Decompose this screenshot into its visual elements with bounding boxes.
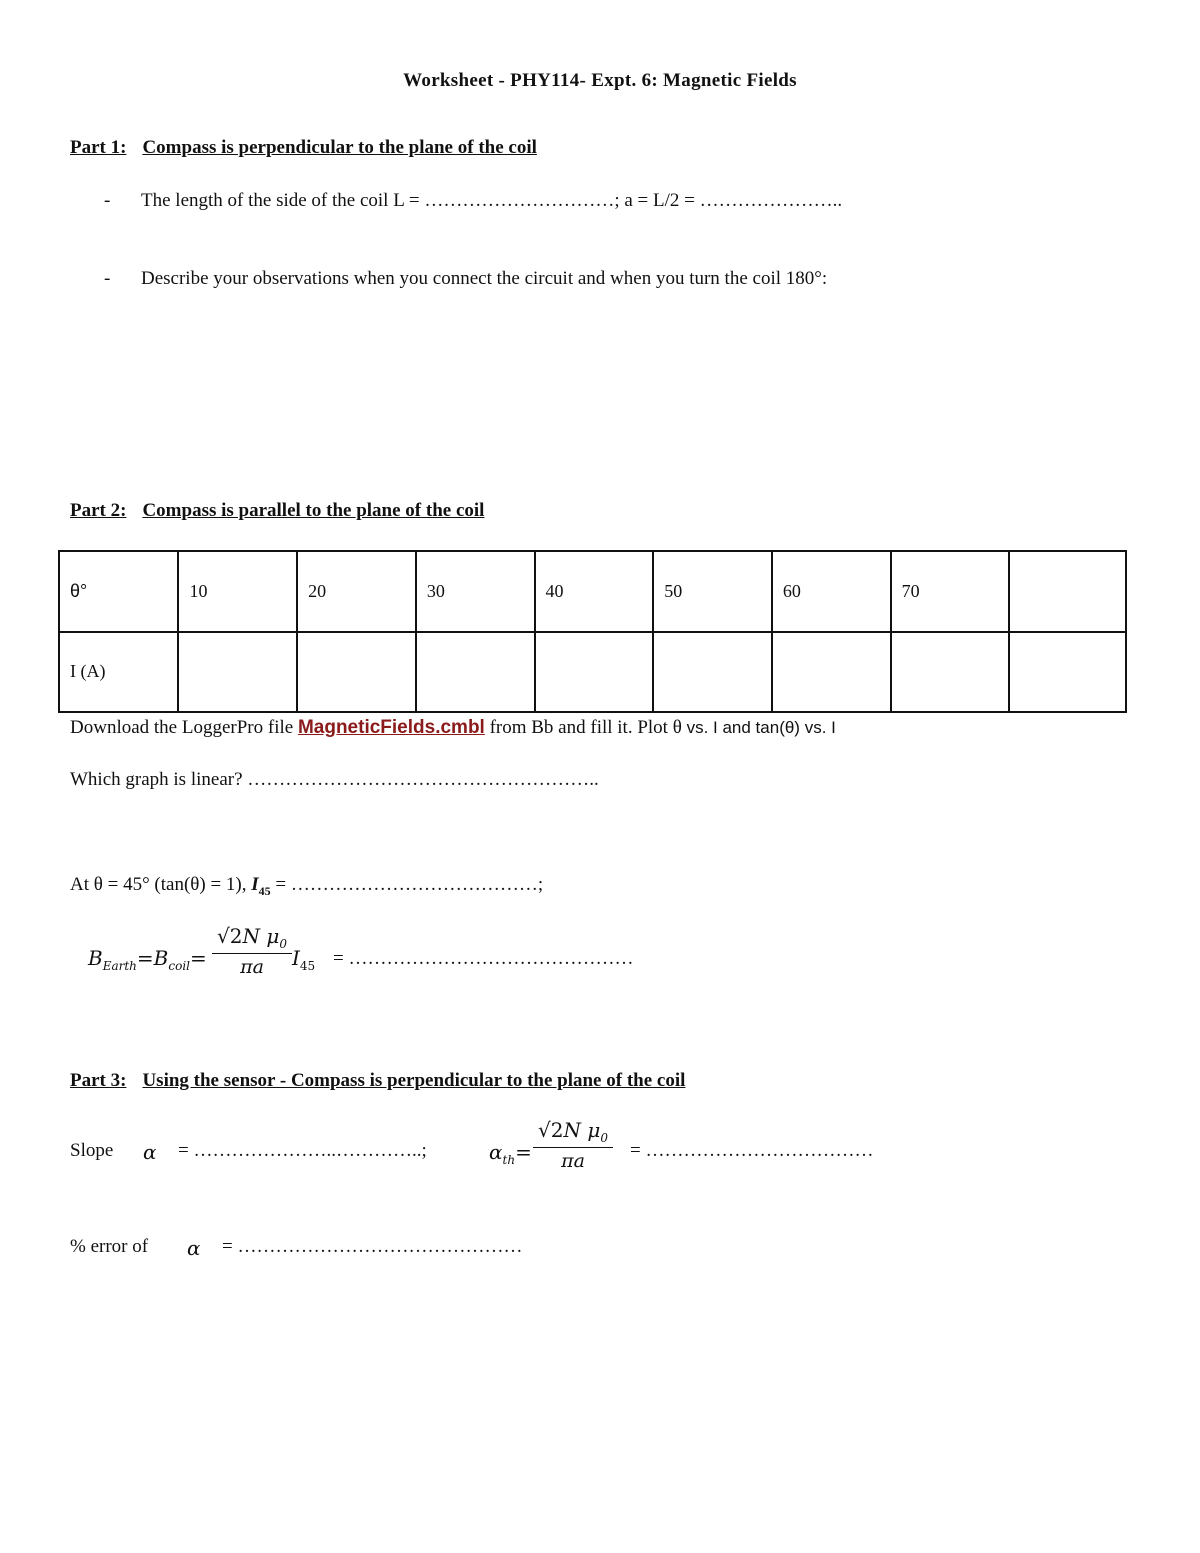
b-coil-subscript: coil: [168, 959, 190, 973]
b-coil-symbol: =B: [136, 946, 169, 970]
part1-heading-text: Compass is perpendicular to the plane of the coil: [142, 137, 537, 158]
alpha-th-subscript: th: [502, 1153, 516, 1167]
page-title: Worksheet - PHY114- Expt. 6: Magnetic Fields: [403, 70, 797, 91]
sqrt-two: √2: [538, 1118, 564, 1142]
loggerpro-file-link[interactable]: MagneticFields.cmbl: [297, 717, 485, 738]
table-cell[interactable]: [653, 632, 772, 713]
i-symbol: I: [292, 946, 300, 970]
table-row-theta: [59, 551, 1126, 632]
i-subscript: 45: [299, 959, 316, 973]
part1-item2-bullet: -: [104, 268, 111, 289]
data-table: [58, 550, 1127, 713]
part2-heading-text: Compass is parallel to the plane of the coil: [142, 500, 485, 521]
download-suffix-sans: vs. I and tan(θ): [686, 718, 805, 737]
table-cell[interactable]: [297, 632, 416, 713]
table-cell[interactable]: [178, 632, 297, 713]
table-cell[interactable]: [416, 632, 535, 713]
table-cell: 20: [297, 551, 416, 632]
error-answer-dots: = ………………………………………: [222, 1236, 523, 1257]
at-theta-prefix: At θ = 45° (tan(θ) = 1),: [70, 874, 247, 895]
alpha-symbol: α: [143, 1140, 157, 1164]
linear-question: Which graph is linear? ………………………………………………..: [70, 769, 599, 790]
alpha-fraction: [533, 1118, 613, 1172]
sqrt-two: √2: [217, 924, 243, 948]
b-answer-dots: = ………………………………………: [333, 948, 634, 969]
table-cell: 70: [891, 551, 1010, 632]
b-earth-equation: [88, 946, 207, 973]
alpha-fraction-numerator: [533, 1118, 613, 1145]
part3-heading-text: Using the sensor - Compass is perpendicular to the plane of the coil: [142, 1070, 686, 1091]
at-theta-line: [70, 874, 543, 899]
observations-prompt: Describe your observations when you connect the circuit and when you turn the coil 180°:: [141, 268, 828, 289]
i45-subscript: 45: [258, 883, 271, 898]
table-cell: 50: [653, 551, 772, 632]
part2-heading: [70, 500, 484, 522]
table-cell[interactable]: [1009, 632, 1126, 713]
fraction-bar: [533, 1147, 613, 1148]
table-cell-current-label: I (A): [59, 632, 178, 713]
coil-length-line: The length of the side of the coil L = …………………………; a = L/2 = …………………..: [141, 190, 843, 211]
slope-label: Slope: [70, 1140, 114, 1161]
b-fraction-numerator: [212, 924, 292, 951]
download-suffix: from Bb and fill it. Plot θ: [484, 717, 687, 738]
alpha-th-equals: =: [515, 1140, 532, 1164]
table-cell-theta-label: θ°: [59, 551, 178, 632]
alpha-th-term: [489, 1140, 532, 1167]
part1-item1-bullet: -: [104, 190, 111, 211]
table-row-current: [59, 632, 1126, 713]
i45-answer-dots: = …………………………………;: [270, 874, 544, 895]
download-prefix: Download the LoggerPro file: [70, 717, 298, 738]
alpha-th-symbol: α: [489, 1140, 503, 1164]
table-cell[interactable]: [535, 632, 654, 713]
table-cell[interactable]: [772, 632, 891, 713]
table-cell: 10: [178, 551, 297, 632]
part1-label: Part 1:: [70, 137, 127, 158]
part1-heading: [70, 137, 537, 159]
i45-term: [292, 946, 315, 973]
b-fraction-denominator: πa: [240, 956, 264, 978]
table-cell: 30: [416, 551, 535, 632]
download-suffix-sans-end: vs. I: [804, 718, 836, 737]
equals-sign: =: [190, 946, 207, 970]
n-mu: N μ: [242, 924, 280, 948]
alpha-th-answer-dots: = ………………………………: [630, 1140, 874, 1161]
b-fraction: [212, 924, 292, 978]
i45-symbol: I: [251, 874, 259, 895]
table-cell[interactable]: [891, 632, 1010, 713]
part2-label: Part 2:: [70, 500, 127, 521]
error-label: % error of: [70, 1236, 149, 1257]
n-mu: N μ: [563, 1118, 601, 1142]
slope-answer-dots: = …………………..…………..;: [178, 1140, 427, 1161]
table-cell: 60: [772, 551, 891, 632]
mu-subscript: 0: [600, 1131, 608, 1145]
table-cell: 40: [535, 551, 654, 632]
b-earth-subscript: Earth: [102, 959, 137, 973]
fraction-bar: [212, 953, 292, 954]
error-alpha-symbol: α: [187, 1236, 201, 1260]
table-cell: [1009, 551, 1126, 632]
part3-label: Part 3:: [70, 1070, 127, 1091]
part3-heading: [70, 1070, 685, 1092]
b-earth-symbol: B: [88, 946, 103, 970]
mu-subscript: 0: [279, 937, 287, 951]
alpha-fraction-denominator: πa: [561, 1150, 585, 1172]
download-instruction: [70, 717, 836, 739]
